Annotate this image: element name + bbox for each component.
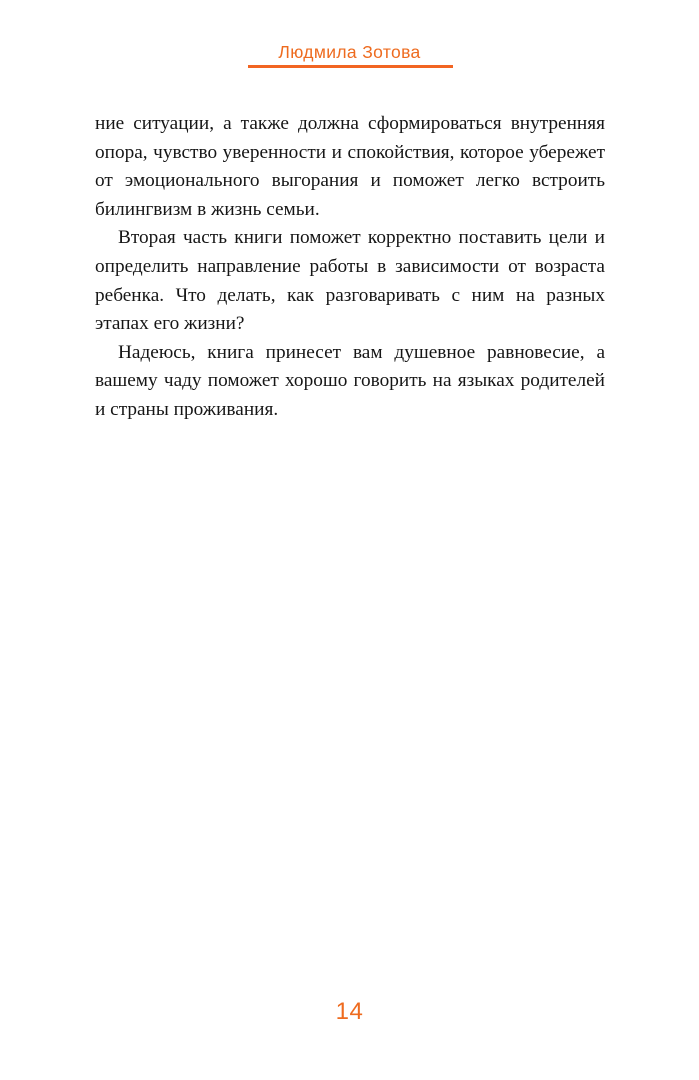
running-head — [0, 44, 699, 62]
page-number: 14 — [335, 998, 364, 1025]
paragraph-1: ние ситуации, а также должна сформироваться внутренняя опора, чувство уверенности и спокойствия, которое убережет от эмоционального выгорания и поможет легко встроить билингвизм в жизнь семьи. — [95, 113, 605, 220]
running-head-title: Людмила Зотова — [278, 42, 421, 62]
paragraph-3: Надеюсь, книга принесет вам душевное равновесие, а вашему чаду поможет хорошо говорить на языках родителей и страны проживания. — [95, 341, 605, 420]
body-text-block — [95, 110, 605, 425]
paragraph-2: Вторая часть книги поможет корректно поставить цели и определить направление работы в зависимости от возраста ребенка. Что делать, как разговаривать с ним на разных этапах его жизни? — [95, 227, 605, 335]
running-head-rule — [248, 65, 453, 68]
page-footer — [0, 1000, 699, 1024]
